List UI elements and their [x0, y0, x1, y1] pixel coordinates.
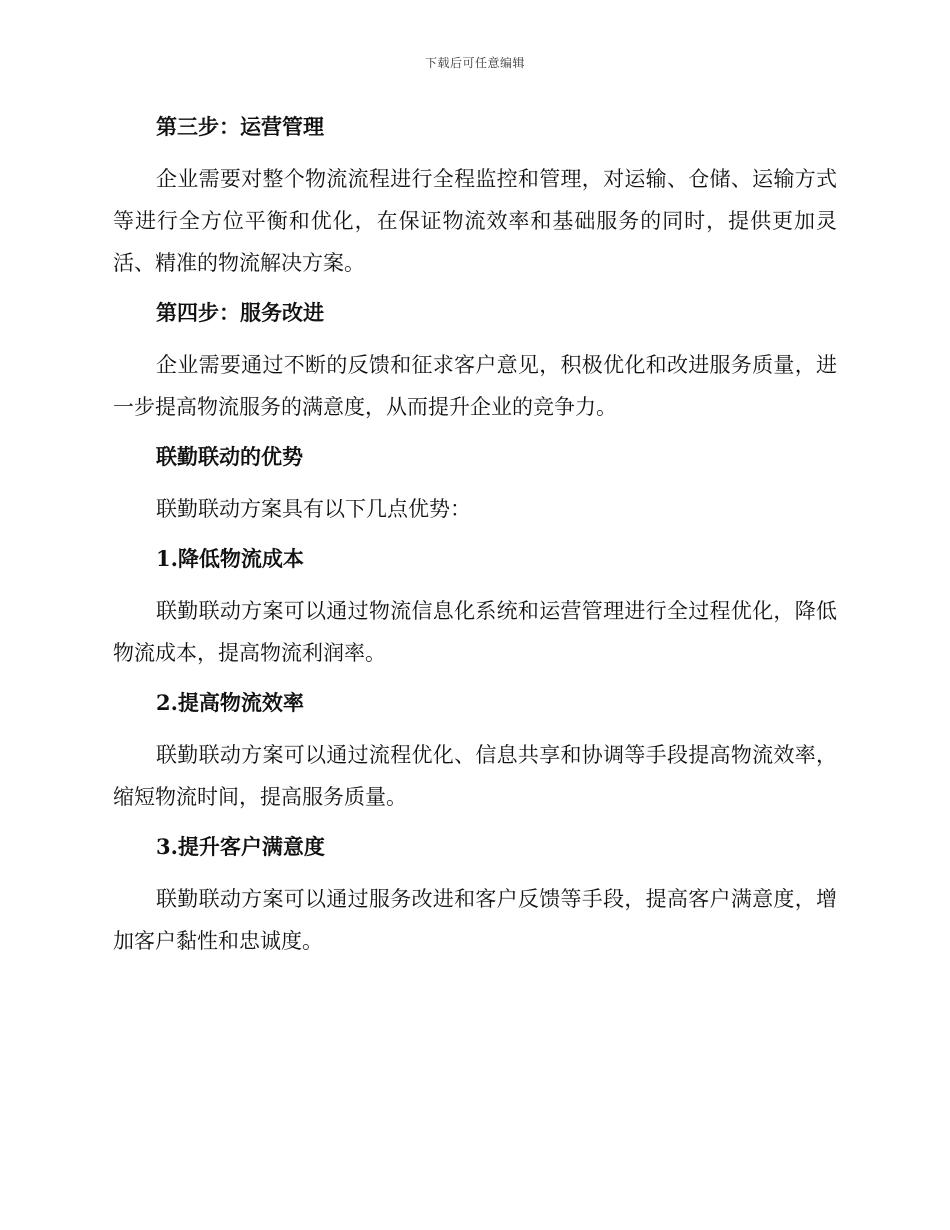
- paragraph-reduce-cost: 联勤联动方案可以通过物流信息化系统和运营管理进行全过程优化，降低物流成本，提高物流利润率。: [113, 599, 837, 665]
- subheading-improve-efficiency: 2.提高物流效率: [156, 690, 304, 715]
- section-heading-service-improvement: 第四步：服务改进: [156, 300, 324, 325]
- paragraph-customer-satisfaction: 联勤联动方案可以通过服务改进和客户反馈等手段，提高客户满意度，增加客户黏性和忠诚度。: [113, 887, 837, 953]
- paragraph-advantages-intro: 联勤联动方案具有以下几点优势：: [156, 497, 471, 521]
- section-heading-advantages: 联勤联动的优势: [156, 444, 303, 469]
- section-heading-operations: 第三步：运营管理: [156, 114, 324, 139]
- paragraph-service-improvement: 企业需要通过不断的反馈和征求客户意见，积极优化和改进服务质量，进一步提高物流服务的满意度，从而提升企业的竞争力。: [113, 353, 837, 419]
- subheading-reduce-cost: 1.降低物流成本: [156, 546, 304, 571]
- subheading-customer-satisfaction: 3.提升客户满意度: [156, 834, 325, 859]
- document-body: [113, 108, 837, 972]
- page-header-note: 下载后可任意编辑: [424, 56, 525, 70]
- paragraph-improve-efficiency: 联勤联动方案可以通过流程优化、信息共享和协调等手段提高物流效率，缩短物流时间，提高服务质量。: [113, 743, 837, 809]
- paragraph-operations: 企业需要对整个物流流程进行全程监控和管理，对运输、仓储、运输方式等进行全方位平衡和优化，在保证物流效率和基础服务的同时，提供更加灵活、精准的物流解决方案。: [113, 167, 837, 275]
